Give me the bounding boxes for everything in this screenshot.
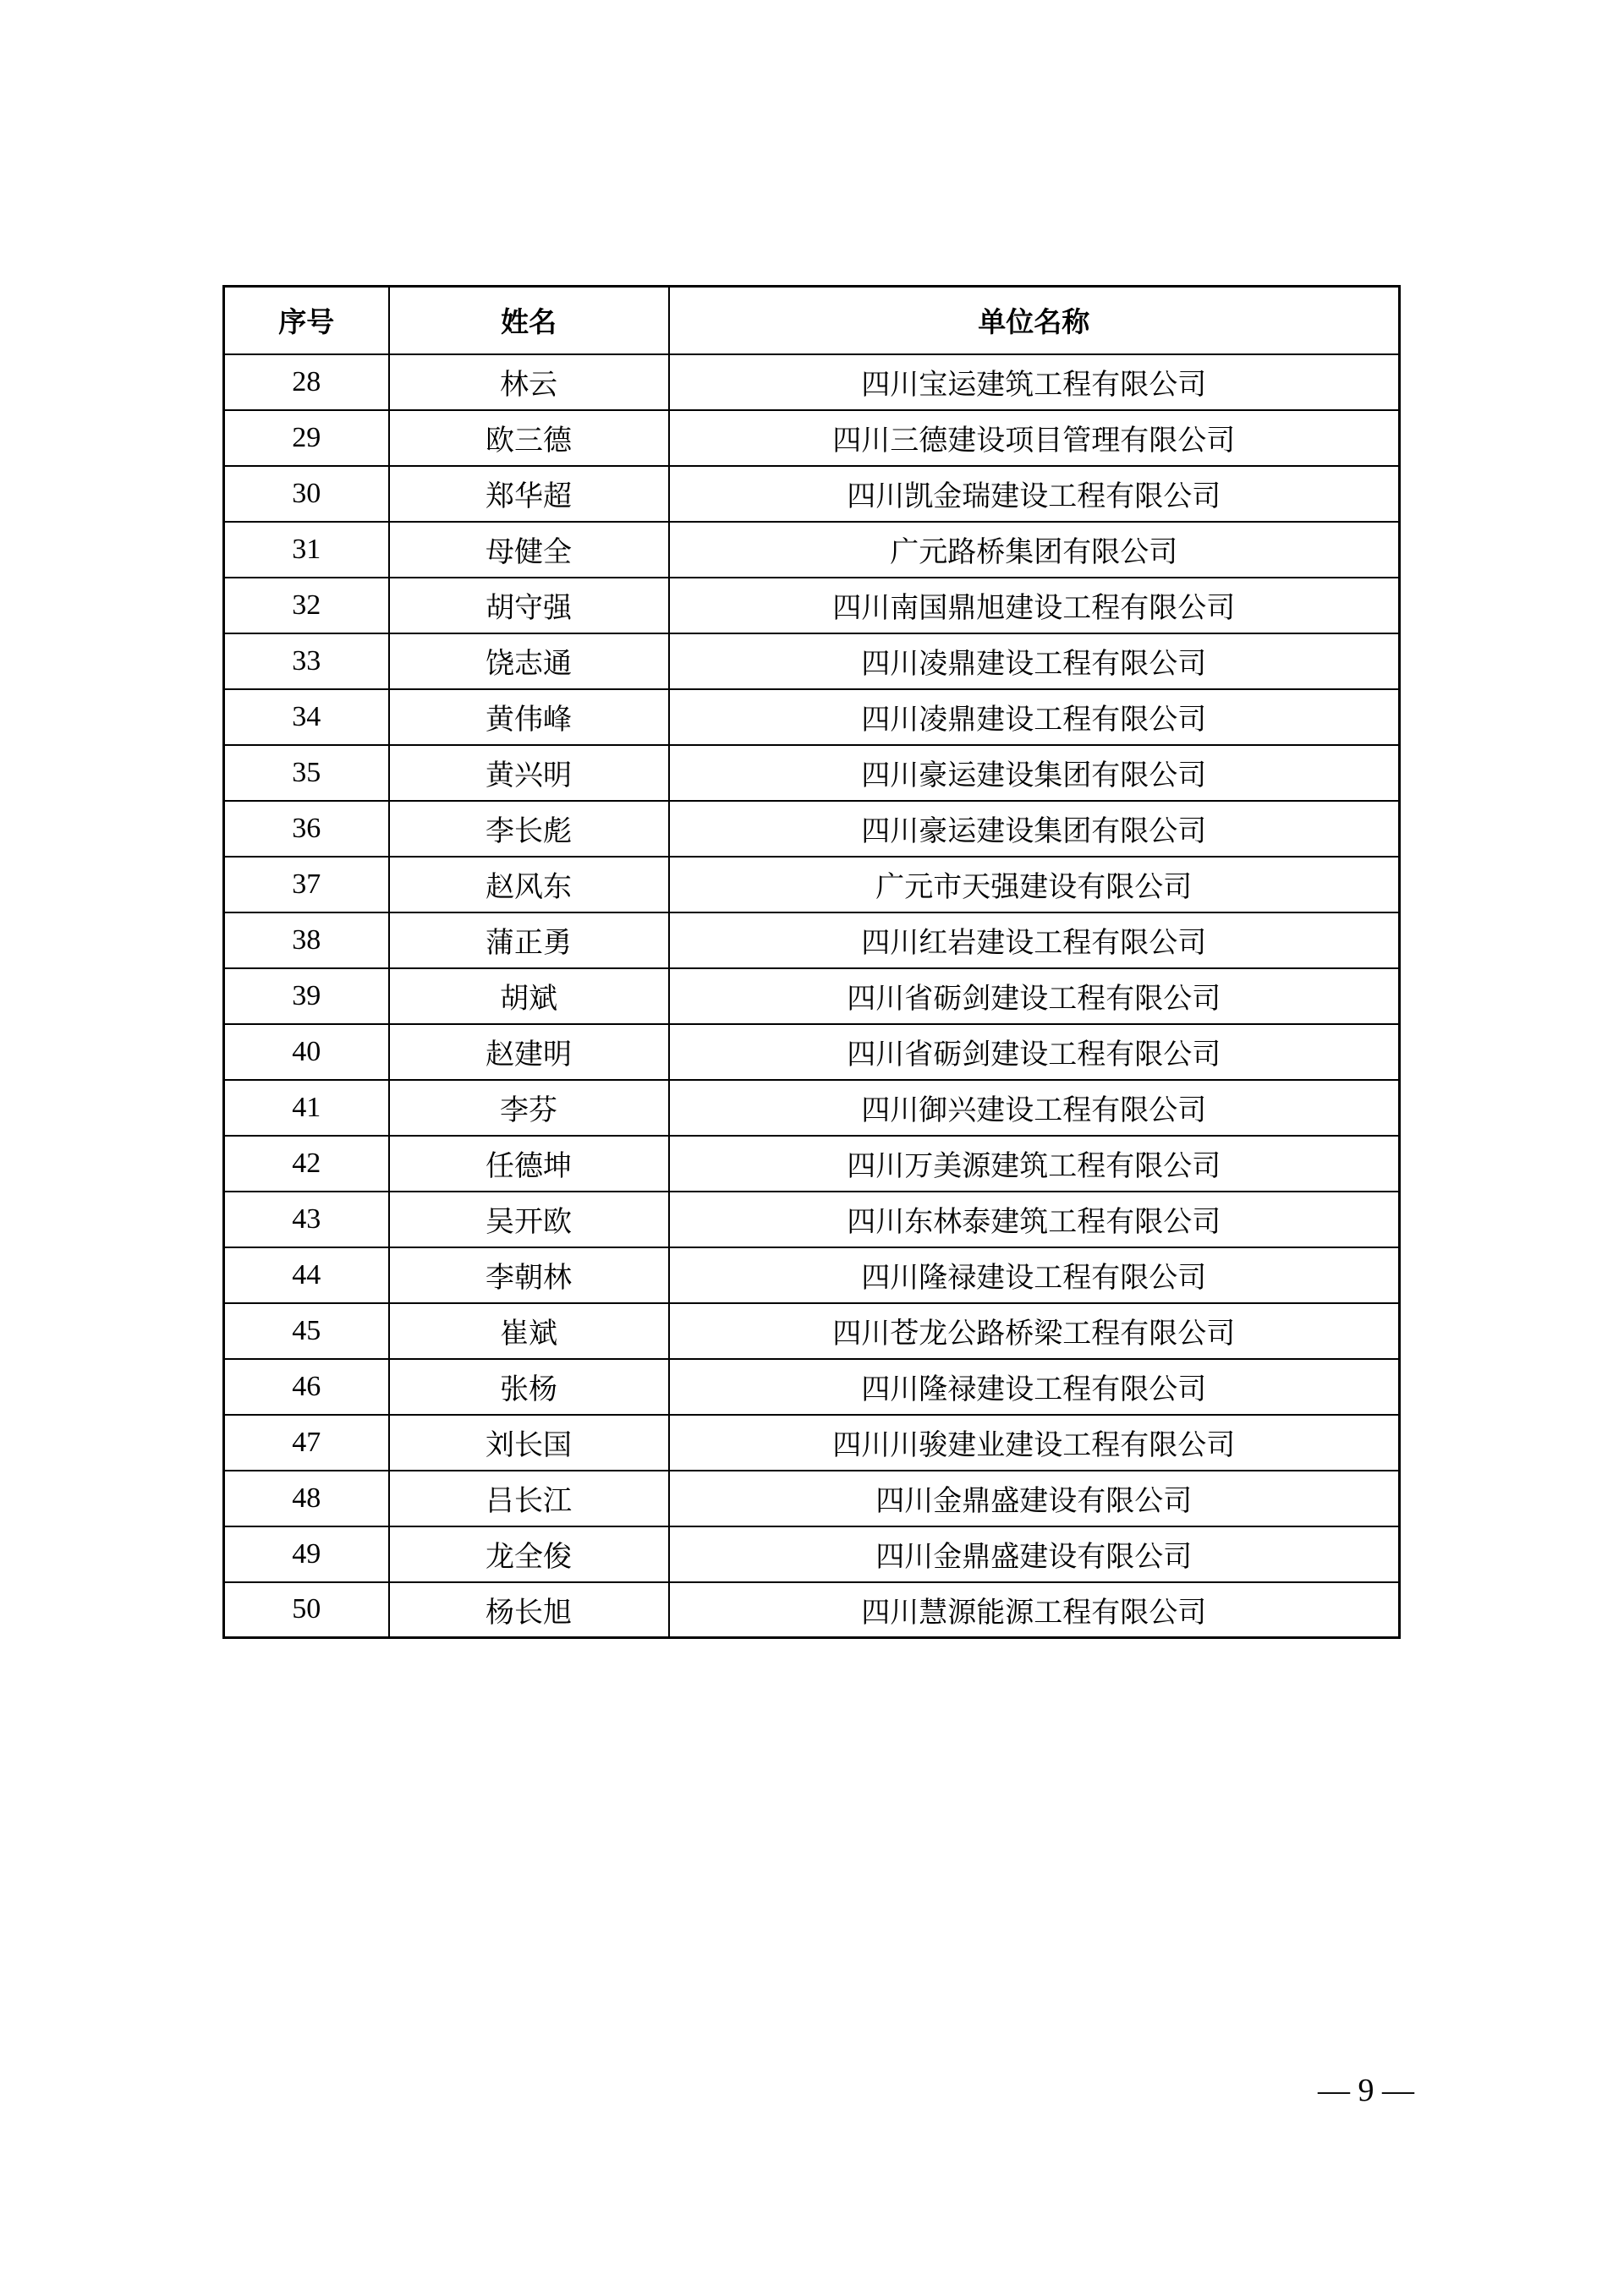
- table-row: [224, 1080, 1400, 1136]
- cell-name: 李长彪: [389, 801, 669, 857]
- cell-name: 崔斌: [389, 1303, 669, 1359]
- table-row: [224, 1192, 1400, 1247]
- table-row: [224, 1247, 1400, 1303]
- table-row: [224, 1471, 1400, 1526]
- cell-no: 39: [224, 968, 389, 1024]
- cell-company: 四川川骏建业建设工程有限公司: [669, 1415, 1400, 1471]
- cell-name: 李芬: [389, 1080, 669, 1136]
- table-row: [224, 578, 1400, 633]
- table-body: [224, 354, 1400, 1638]
- cell-no: 30: [224, 466, 389, 522]
- cell-company: 四川凯金瑞建设工程有限公司: [669, 466, 1400, 522]
- cell-company: 四川凌鼎建设工程有限公司: [669, 689, 1400, 745]
- cell-company: 四川御兴建设工程有限公司: [669, 1080, 1400, 1136]
- cell-name: 黄伟峰: [389, 689, 669, 745]
- cell-name: 饶志通: [389, 633, 669, 689]
- table-row: [224, 1582, 1400, 1638]
- cell-no: 46: [224, 1359, 389, 1415]
- table-row: [224, 410, 1400, 466]
- cell-no: 41: [224, 1080, 389, 1136]
- cell-name: 任德坤: [389, 1136, 669, 1192]
- cell-no: 43: [224, 1192, 389, 1247]
- table-row: [224, 466, 1400, 522]
- cell-name: 李朝林: [389, 1247, 669, 1303]
- table-row: [224, 1024, 1400, 1080]
- header-row: [224, 287, 1400, 354]
- table-row: [224, 354, 1400, 410]
- cell-name: 胡斌: [389, 968, 669, 1024]
- cell-no: 32: [224, 578, 389, 633]
- table-row: [224, 801, 1400, 857]
- cell-no: 31: [224, 522, 389, 578]
- cell-company: 四川慧源能源工程有限公司: [669, 1582, 1400, 1638]
- cell-name: 张杨: [389, 1359, 669, 1415]
- table-row: [224, 1136, 1400, 1192]
- cell-no: 49: [224, 1526, 389, 1582]
- cell-name: 吕长江: [389, 1471, 669, 1526]
- cell-company: 四川省砺剑建设工程有限公司: [669, 968, 1400, 1024]
- cell-company: 四川省砺剑建设工程有限公司: [669, 1024, 1400, 1080]
- cell-no: 47: [224, 1415, 389, 1471]
- cell-no: 40: [224, 1024, 389, 1080]
- cell-company: 四川东林泰建筑工程有限公司: [669, 1192, 1400, 1247]
- cell-name: 母健全: [389, 522, 669, 578]
- cell-no: 34: [224, 689, 389, 745]
- cell-name: 赵风东: [389, 857, 669, 912]
- cell-company: 四川三德建设项目管理有限公司: [669, 410, 1400, 466]
- cell-no: 29: [224, 410, 389, 466]
- cell-company: 广元市天强建设有限公司: [669, 857, 1400, 912]
- cell-company: 四川金鼎盛建设有限公司: [669, 1526, 1400, 1582]
- table-row: [224, 689, 1400, 745]
- cell-name: 欧三德: [389, 410, 669, 466]
- header-cell-name: 姓名: [389, 287, 669, 354]
- cell-no: 33: [224, 633, 389, 689]
- cell-company: 四川凌鼎建设工程有限公司: [669, 633, 1400, 689]
- cell-company: 四川苍龙公路桥梁工程有限公司: [669, 1303, 1400, 1359]
- cell-name: 赵建明: [389, 1024, 669, 1080]
- cell-name: 林云: [389, 354, 669, 410]
- page-number: — 9 —: [1318, 2073, 1414, 2108]
- cell-name: 吴开欧: [389, 1192, 669, 1247]
- cell-name: 郑华超: [389, 466, 669, 522]
- table-row: [224, 745, 1400, 801]
- cell-name: 胡守强: [389, 578, 669, 633]
- cell-company: 四川南国鼎旭建设工程有限公司: [669, 578, 1400, 633]
- roster-table: [222, 285, 1401, 1639]
- header-cell-no: 序号: [224, 287, 389, 354]
- cell-company: 四川隆禄建设工程有限公司: [669, 1247, 1400, 1303]
- table-row: [224, 1303, 1400, 1359]
- table-row: [224, 1415, 1400, 1471]
- cell-name: 杨长旭: [389, 1582, 669, 1638]
- cell-no: 36: [224, 801, 389, 857]
- cell-no: 44: [224, 1247, 389, 1303]
- table-row: [224, 857, 1400, 912]
- cell-company: 四川金鼎盛建设有限公司: [669, 1471, 1400, 1526]
- table-row: [224, 968, 1400, 1024]
- table-row: [224, 1359, 1400, 1415]
- cell-no: 42: [224, 1136, 389, 1192]
- cell-company: 广元路桥集团有限公司: [669, 522, 1400, 578]
- cell-no: 28: [224, 354, 389, 410]
- cell-no: 48: [224, 1471, 389, 1526]
- cell-name: 黄兴明: [389, 745, 669, 801]
- cell-company: 四川隆禄建设工程有限公司: [669, 1359, 1400, 1415]
- cell-name: 刘长国: [389, 1415, 669, 1471]
- header-cell-company: 单位名称: [669, 287, 1400, 354]
- cell-no: 38: [224, 912, 389, 968]
- cell-no: 37: [224, 857, 389, 912]
- table-row: [224, 522, 1400, 578]
- cell-company: 四川万美源建筑工程有限公司: [669, 1136, 1400, 1192]
- cell-name: 龙全俊: [389, 1526, 669, 1582]
- cell-company: 四川豪运建设集团有限公司: [669, 801, 1400, 857]
- cell-no: 35: [224, 745, 389, 801]
- table-row: [224, 1526, 1400, 1582]
- cell-no: 50: [224, 1582, 389, 1638]
- cell-name: 蒲正勇: [389, 912, 669, 968]
- cell-company: 四川宝运建筑工程有限公司: [669, 354, 1400, 410]
- cell-company: 四川豪运建设集团有限公司: [669, 745, 1400, 801]
- table-row: [224, 912, 1400, 968]
- cell-company: 四川红岩建设工程有限公司: [669, 912, 1400, 968]
- table-row: [224, 633, 1400, 689]
- cell-no: 45: [224, 1303, 389, 1359]
